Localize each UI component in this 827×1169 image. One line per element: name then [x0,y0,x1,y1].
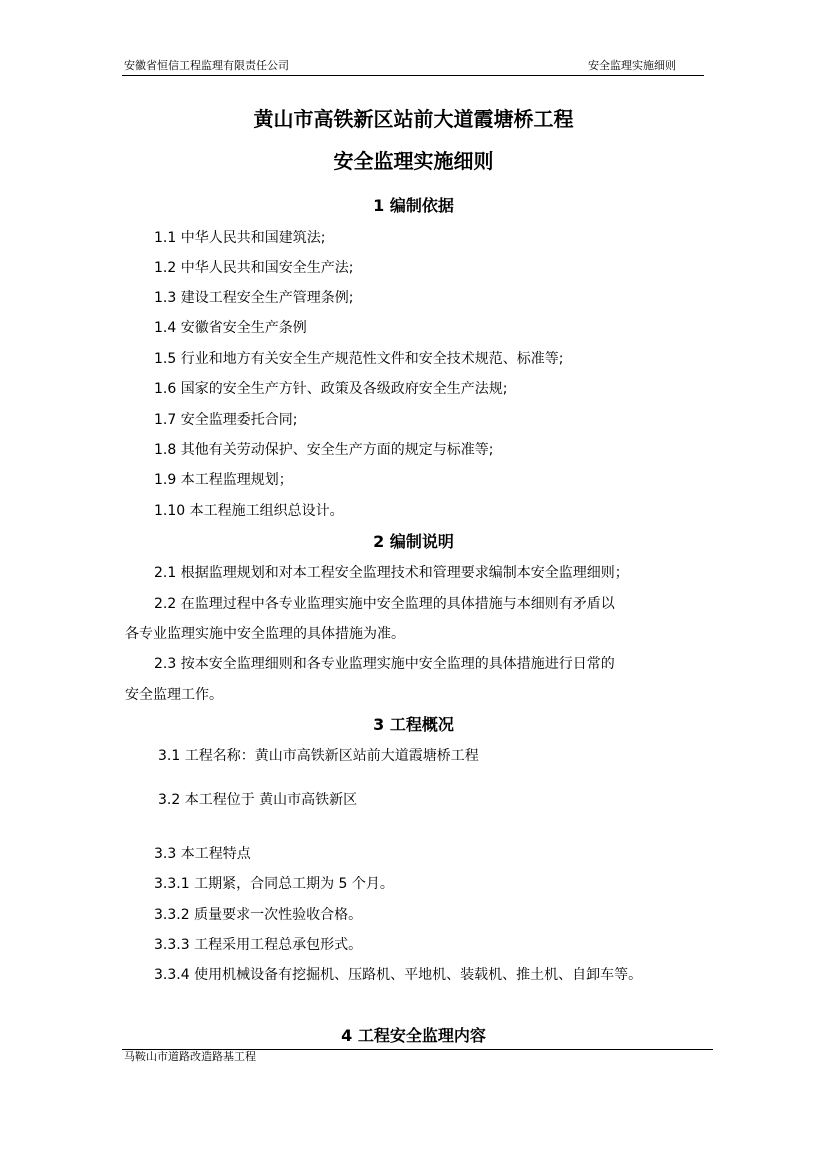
paragraph-2-2-line2: 各专业监理实施中安全监理的具体措施为准。 [125,626,405,642]
paragraph-2-3-line2: 安全监理工作。 [125,687,223,703]
list-item: 3.3.1 工期紧，合同总工期为 5 个月。 [154,876,394,892]
project-location: 3.2 本工程位于 黄山市高铁新区 [158,792,358,808]
list-item: 1.8 其他有关劳动保护、安全生产方面的规定与标准等; [154,442,494,458]
list-item: 1.4 安徽省安全生产条例 [154,320,307,336]
paragraph-2-2-line1: 2.2 在监理过程中各专业监理实施中安全监理的具体措施与本细则有矛盾以 [154,596,615,612]
list-item: 1.10 本工程施工组织总设计。 [154,503,344,519]
list-item: 1.3 建设工程安全生产管理条例; [154,290,354,306]
section-2-heading: 2 编制说明 [373,532,454,551]
paragraph-2-1: 2.1 根据监理规划和对本工程安全监理技术和管理要求编制本安全监理细则； [154,565,629,581]
paragraph-2-3-line1: 2.3 按本安全监理细则和各专业监理实施中安全监理的具体措施进行日常的 [154,656,615,672]
doc-title-line1: 黄山市高铁新区站前大道霞塘桥工程 [253,107,574,131]
list-item: 3.3.4 使用机械设备有挖掘机、压路机、平地机、装载机、推土机、自卸车等。 [154,967,643,983]
header-rule [122,75,704,76]
section-3-heading: 3 工程概况 [373,715,454,734]
list-item: 3.3.2 质量要求一次性验收合格。 [154,907,363,923]
list-item: 1.6 国家的安全生产方针、政策及各级政府安全生产法规; [154,381,508,397]
list-item: 1.1 中华人民共和国建筑法; [154,230,326,246]
header-doc-type: 安全监理实施细则 [588,59,676,72]
section-1-heading: 1 编制依据 [373,196,454,215]
header-company: 安徽省恒信工程监理有限责任公司 [124,59,289,72]
list-item: 1.7 安全监理委托合同; [154,412,298,428]
project-name: 3.1 工程名称：黄山市高铁新区站前大道霞塘桥工程 [158,748,479,764]
list-item: 1.2 中华人民共和国安全生产法; [154,260,354,276]
doc-title-line2: 安全监理实施细则 [333,149,494,173]
list-item: 1.5 行业和地方有关安全生产规范性文件和安全技术规范、标准等; [154,351,564,367]
list-item: 3.3.3 工程采用工程总承包形式。 [154,937,363,953]
list-item: 1.9 本工程监理规划； [154,472,293,488]
section-4-heading: 4 工程安全监理内容 [341,1026,486,1045]
footer-project: 马鞍山市道路改造路基工程 [124,1050,256,1063]
features-title: 3.3 本工程特点 [154,846,251,862]
